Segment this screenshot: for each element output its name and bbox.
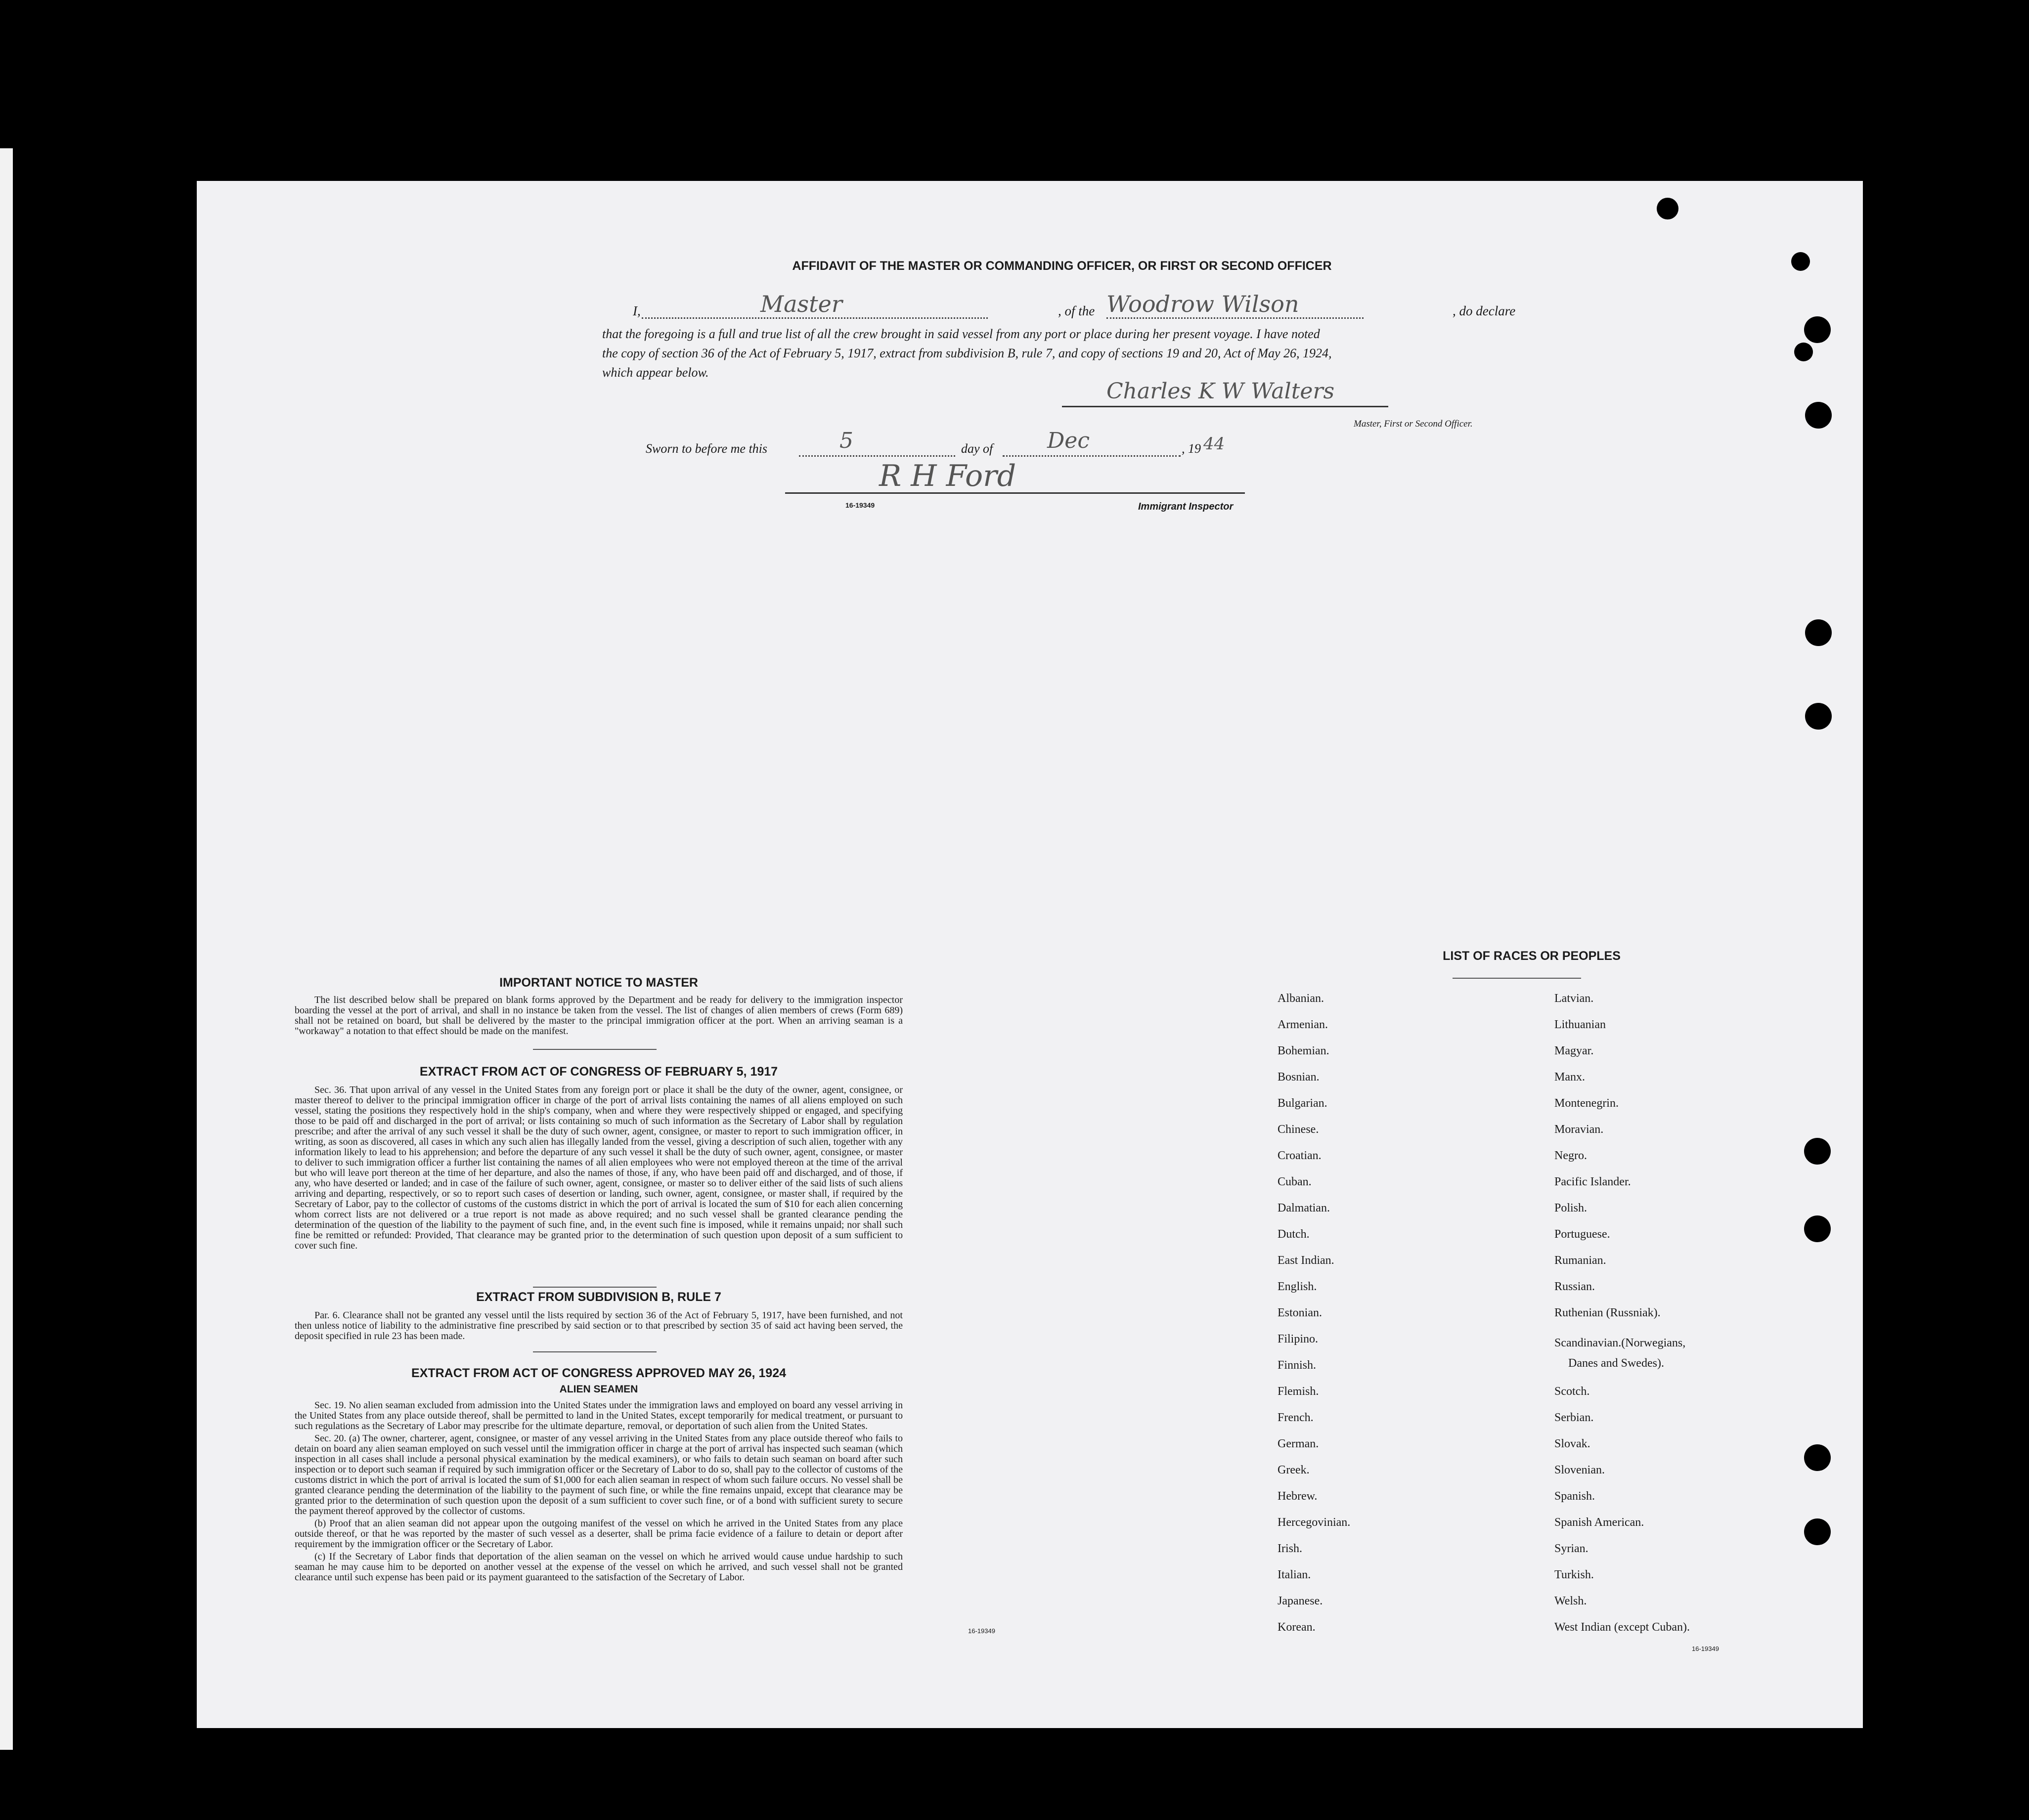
- sworn-month-handwriting: Dec: [1047, 428, 1090, 453]
- race-item: Irish.: [1278, 1542, 1302, 1555]
- race-item: Croatian.: [1278, 1149, 1322, 1162]
- race-item: Greek.: [1278, 1464, 1310, 1476]
- affidavit-line-4: which appear below.: [602, 365, 709, 380]
- race-item: Polish.: [1554, 1202, 1588, 1214]
- do-declare-label: , do declare: [1453, 303, 1516, 318]
- race-item: Filipino.: [1278, 1333, 1319, 1345]
- master-signature: Charles K W Walters: [1106, 379, 1335, 404]
- punch-hole: [1794, 343, 1813, 361]
- extract-rule-7: [295, 1290, 903, 1343]
- extract-1924-sec19: Sec. 19. No alien seaman excluded from admission into the United States under the immigration laws and employed on board any vessel arriving in the United States from any place outside thereof, shall be permitted to land in the United States, except temporarily for medical treatment, or pursuant to such regulations as the Secretary of Labor may prescribe for the ultimate departure, removal, or deportation of such alien from the United States.: [295, 1400, 903, 1431]
- sworn-year-handwriting: 44: [1203, 434, 1225, 454]
- race-item: Rumanian.: [1554, 1254, 1606, 1267]
- race-item: Pacific Islander.: [1554, 1175, 1631, 1188]
- race-item: Moravian.: [1554, 1123, 1604, 1136]
- affidavit-title: AFFIDAVIT OF THE MASTER OR COMMANDING OFFICER, OR FIRST OR SECOND OFFICER: [792, 259, 1332, 273]
- day-of-label: day of: [961, 441, 993, 456]
- race-item: Turkish.: [1554, 1568, 1594, 1581]
- race-item: English.: [1278, 1280, 1317, 1293]
- race-item: Bosnian.: [1278, 1071, 1320, 1083]
- i-label: I,: [633, 303, 641, 318]
- notice-heading: IMPORTANT NOTICE TO MASTER: [499, 976, 698, 990]
- race-item: Negro.: [1554, 1149, 1587, 1162]
- extract-1924-subheading: ALIEN SEAMEN: [559, 1384, 638, 1395]
- extract-1917-heading: EXTRACT FROM ACT OF CONGRESS OF FEBRUARY 5, 1917: [419, 1065, 778, 1079]
- extract-rule-7-paragraph: Par. 6. Clearance shall not be granted any vessel until the lists required by section 36 of the Act of February 5, 1917, have been furnished, and not then unless notice of liability to the administrative fine prescribed by said section or to that prescribed by section 35 of said act having been served, the deposit specified in rule 23 has been made.: [295, 1310, 903, 1342]
- race-item: Albanian.: [1278, 992, 1324, 1005]
- master-signature-line: [1062, 406, 1388, 407]
- race-item: Manx.: [1554, 1071, 1585, 1083]
- separator-2: [533, 1287, 657, 1288]
- punch-hole: [1804, 1215, 1831, 1242]
- race-item: Scotch.: [1554, 1385, 1590, 1398]
- race-scandinavian-continued: Danes and Swedes).: [1568, 1357, 1664, 1370]
- race-item: Lithuanian: [1554, 1018, 1606, 1031]
- race-item: Flemish.: [1278, 1385, 1319, 1398]
- separator-3: [533, 1351, 657, 1352]
- notice-form-number: 16-19349: [968, 1627, 995, 1635]
- punch-hole: [1804, 1444, 1831, 1471]
- race-item: Scandinavian.(Norwegians,: [1554, 1337, 1686, 1349]
- race-item: West Indian (except Cuban).: [1554, 1621, 1690, 1634]
- extract-1924-heading: EXTRACT FROM ACT OF CONGRESS APPROVED MAY 26, 1924: [411, 1366, 787, 1380]
- race-item: Cuban.: [1278, 1175, 1312, 1188]
- vessel-name-handwriting: Woodrow Wilson: [1106, 291, 1299, 317]
- affidavit-line-2: that the foregoing is a full and true list of all the crew brought in said vessel from any port or place during her present voyage. I have noted: [602, 327, 1320, 341]
- race-item: Estonian.: [1278, 1306, 1322, 1319]
- extract-rule-7-heading: EXTRACT FROM SUBDIVISION B, RULE 7: [476, 1290, 721, 1304]
- sworn-day-handwriting: 5: [839, 428, 853, 453]
- extract-1924-sec20b: (b) Proof that an alien seaman did not appear upon the outgoing manifest of the vessel on which he arrived in the United States from any place outside thereof, or that he was reported by the master of such vessel as a deserter, shall be prima facie evidence of a failure to detain or deport after requirement by the immigration officer or the Secretary of Labor.: [295, 1518, 903, 1550]
- punch-hole: [1805, 619, 1832, 646]
- master-name-line: [642, 317, 988, 319]
- notice-text: [295, 995, 903, 1037]
- races-separator: [1453, 978, 1581, 979]
- races-heading: LIST OF RACES OR PEOPLES: [1443, 949, 1621, 963]
- separator-1: [533, 1049, 657, 1050]
- punch-hole: [1804, 1518, 1831, 1545]
- race-item: Slovenian.: [1554, 1464, 1605, 1476]
- race-item: Magyar.: [1554, 1044, 1594, 1057]
- extract-1917-paragraph: Sec. 36. That upon arrival of any vessel in the United States from any foreign port or place it shall be the duty of the owner, agent, consignee, or master thereof to deliver to the principal immigration officer in charge of the port of arrival lists containing the names of all aliens employed on such vessel, stating the positions they respectively hold in the ship's company, when and where they were respectively shipped or engaged, and specifying those to be paid off and discharged in the port of arrival; or lists containing so much of such information as the Secretary of Labor shall by regulation prescribe; and after the arrival of any such vessel it shall be the duty of such owner, agent, consignee, or master to report to such immigration officer, in writing, as soon as discovered, all cases in which any such alien has illegally landed from the vessel, giving a description of such alien, together with any information likely to lead to his apprehension; and before the departure of any such vessel it shall be the duty of such owner, agent, consignee, or master to deliver to such immigration officer a further list containing the names of all alien employees who were not employed thereon at the time of the arrival but who will leave port thereon at the time of her departure, and also the names of those, if any, who have been paid off and discharged, and of those, if any, who have deserted or landed; and in case of the failure of such owner, agent, consignee, or master so to deliver either of the said lists of such aliens arriving and departing, respectively, or so to report such cases of desertion or landing, such owner, agent, consignee, or master shall, if required by the Secretary of Labor, pay to the collector of customs of the customs district in which the port of arrival is located the sum of $10 for each alien concerning whom correct lists are not delivered or a true report is not made as above required; and no such vessel shall be granted clearance pending the determination of the question of the liability to the payment of such fine, and, in the event such fine is imposed, while it remains unpaid; nor shall such fine be remitted or refunded: Provided, That clearance may be granted prior to the determination of such question upon deposit of a sum sufficient to cover such fine.: [295, 1084, 903, 1251]
- race-item: Bulgarian.: [1278, 1097, 1327, 1110]
- extract-1917: [295, 1065, 903, 1253]
- race-item: Bohemian.: [1278, 1044, 1329, 1057]
- year-prefix: , 19: [1182, 441, 1201, 456]
- race-item: Japanese.: [1278, 1595, 1323, 1607]
- race-item: French.: [1278, 1411, 1314, 1424]
- race-item: Welsh.: [1554, 1595, 1587, 1607]
- document-page: [197, 181, 1863, 1728]
- race-item: German.: [1278, 1437, 1319, 1450]
- sworn-label: Sworn to before me this: [646, 441, 768, 456]
- vessel-name-line: [1106, 317, 1364, 319]
- extract-1924-sec20a: Sec. 20. (a) The owner, charterer, agent, consignee, or master of any vessel arriving in the United States from any place outside thereof who fails to detain on board any alien seaman employed on such vessel until the immigration officer in charge at the port of arrival has inspected such seaman (which inspection in all cases shall include a personal physical examination by the medical examiners), or who fails to detain such seaman on board after such inspection or to deport such seaman if required by such immigration officer or the Secretary of Labor to do so, shall pay to the collector of customs of the customs district in which the port of arrival is located the sum of $1,000 for each alien seaman in respect of whom such failure occurs. No vessel shall be granted clearance pending the determination of the liability to the payment of such fine, or while the fine remains unpaid, except that clearance may be granted prior to the determination of such question upon the deposit of a sum sufficient to cover such fine, or of a bond with sufficient surety to secure the payment thereof approved by the collector of customs.: [295, 1433, 903, 1517]
- punch-hole: [1804, 316, 1831, 343]
- race-item: Korean.: [1278, 1621, 1316, 1634]
- race-item: Montenegrin.: [1554, 1097, 1619, 1110]
- sworn-month-line: [1003, 455, 1181, 457]
- of-the-label: , of the: [1058, 303, 1095, 318]
- punch-hole: [1805, 703, 1832, 730]
- race-item: East Indian.: [1278, 1254, 1334, 1267]
- extract-1924-sec20c: (c) If the Secretary of Labor finds that deportation of the alien seaman on the vessel on which he arrived would cause undue hardship to such seaman he may cause him to be deported on another vessel at the expense of the vessel on which he arrived, and such vessel shall not be granted clearance until such expense has been paid or its payment guaranteed to the satisfaction of the Secretary of Labor.: [295, 1551, 903, 1583]
- race-item: Syrian.: [1554, 1542, 1588, 1555]
- race-item: Ruthenian (Russniak).: [1554, 1306, 1661, 1319]
- race-item: Italian.: [1278, 1568, 1311, 1581]
- race-item: Spanish American.: [1554, 1516, 1644, 1529]
- race-item: Chinese.: [1278, 1123, 1319, 1136]
- race-item: Armenian.: [1278, 1018, 1328, 1031]
- inspector-caption: Immigrant Inspector: [1138, 501, 1234, 512]
- punch-hole: [1804, 1138, 1831, 1165]
- race-item: Latvian.: [1554, 992, 1594, 1005]
- race-item: Portuguese.: [1554, 1228, 1610, 1241]
- notice-column: [295, 976, 903, 1039]
- punch-hole: [1805, 402, 1832, 429]
- race-item: Finnish.: [1278, 1359, 1317, 1372]
- extract-rule-7-text: [295, 1310, 903, 1342]
- extract-1917-text: [295, 1085, 903, 1251]
- race-item: Serbian.: [1554, 1411, 1594, 1424]
- affidavit-body: [602, 324, 1532, 382]
- master-name-handwriting: Master: [760, 291, 842, 317]
- extract-1924-text: [295, 1400, 903, 1583]
- affidavit-form-number: 16-19349: [845, 501, 875, 509]
- inspector-signature: R H Ford: [879, 459, 1016, 493]
- race-item: Slovak.: [1554, 1437, 1590, 1450]
- film-edge: [0, 148, 13, 1750]
- affidavit-line-3: the copy of section 36 of the Act of February 5, 1917, extract from subdivision B, rule 7, and copy of sections 19 and 20, Act of May 26, 1924,: [602, 346, 1332, 360]
- race-item: Spanish.: [1554, 1490, 1595, 1503]
- race-item: Russian.: [1554, 1280, 1595, 1293]
- extract-1924: [295, 1366, 903, 1585]
- punch-hole: [1657, 198, 1678, 219]
- race-item: Dalmatian.: [1278, 1202, 1330, 1214]
- notice-paragraph: The list described below shall be prepared on blank forms approved by the Department and be ready for delivery to the immigration inspector boarding the vessel at the port of arrival, and shall in no instance be taken from the vessel. The list of changes of alien members of crews (Form 689) shall not be retained on board, but shall be delivered by the master to the principal immigration officer at the port. When an arriving seaman is a "workaway" a notation to that effect should be made on the manifest.: [295, 995, 903, 1037]
- punch-hole: [1791, 252, 1810, 271]
- race-item: Hercegovinian.: [1278, 1516, 1351, 1529]
- master-signature-caption: Master, First or Second Officer.: [1354, 419, 1473, 429]
- race-item: Dutch.: [1278, 1228, 1310, 1241]
- sworn-day-line: [799, 455, 955, 457]
- inspector-signature-line: [785, 492, 1245, 494]
- race-item: Hebrew.: [1278, 1490, 1318, 1503]
- races-form-number: 16-19349: [1692, 1645, 1719, 1652]
